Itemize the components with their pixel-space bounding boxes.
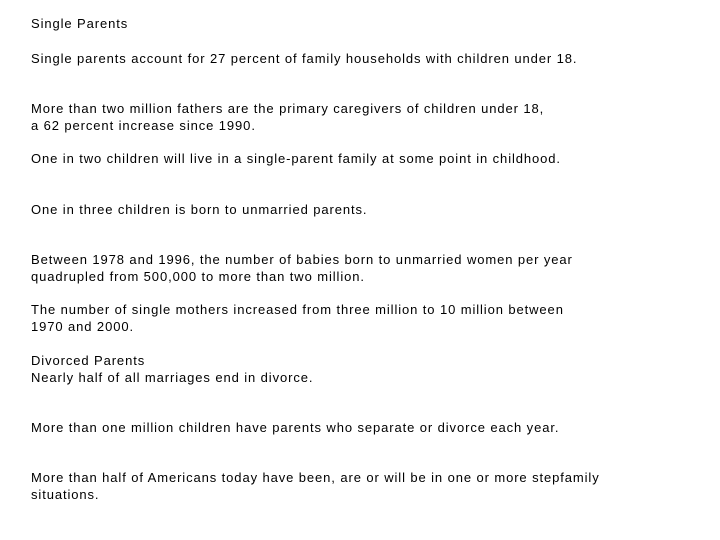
paragraph-one-in-two-children: One in two children will live in a single-parent family at some point in childhood.	[31, 151, 561, 166]
paragraph-stepfamily-line-1: More than half of Americans today have been, are or will be in one or more stepfamily	[31, 470, 600, 485]
paragraph-babies-unmarried-line-1: Between 1978 and 1996, the number of babies born to unmarried women per year	[31, 252, 573, 267]
paragraph-children-separate-divorce: More than one million children have parents who separate or divorce each year.	[31, 420, 560, 435]
paragraph-single-mothers-line-1: The number of single mothers increased from three million to 10 million between	[31, 302, 564, 317]
paragraph-one-in-three-children: One in three children is born to unmarried parents.	[31, 202, 368, 217]
document-heading: Single Parents	[31, 16, 129, 31]
paragraph-single-parents-households: Single parents account for 27 percent of family households with children under 18.	[31, 51, 578, 66]
paragraph-fathers-caregivers-line-2: a 62 percent increase since 1990.	[31, 118, 256, 133]
paragraph-marriages-divorce: Nearly half of all marriages end in divorce.	[31, 370, 314, 385]
paragraph-stepfamily-line-2: situations.	[31, 487, 100, 502]
paragraph-babies-unmarried-line-2: quadrupled from 500,000 to more than two million.	[31, 269, 365, 284]
paragraph-fathers-caregivers-line-1: More than two million fathers are the primary caregivers of children under 18,	[31, 101, 545, 116]
section-heading-divorced-parents: Divorced Parents	[31, 353, 146, 368]
paragraph-single-mothers-line-2: 1970 and 2000.	[31, 319, 134, 334]
